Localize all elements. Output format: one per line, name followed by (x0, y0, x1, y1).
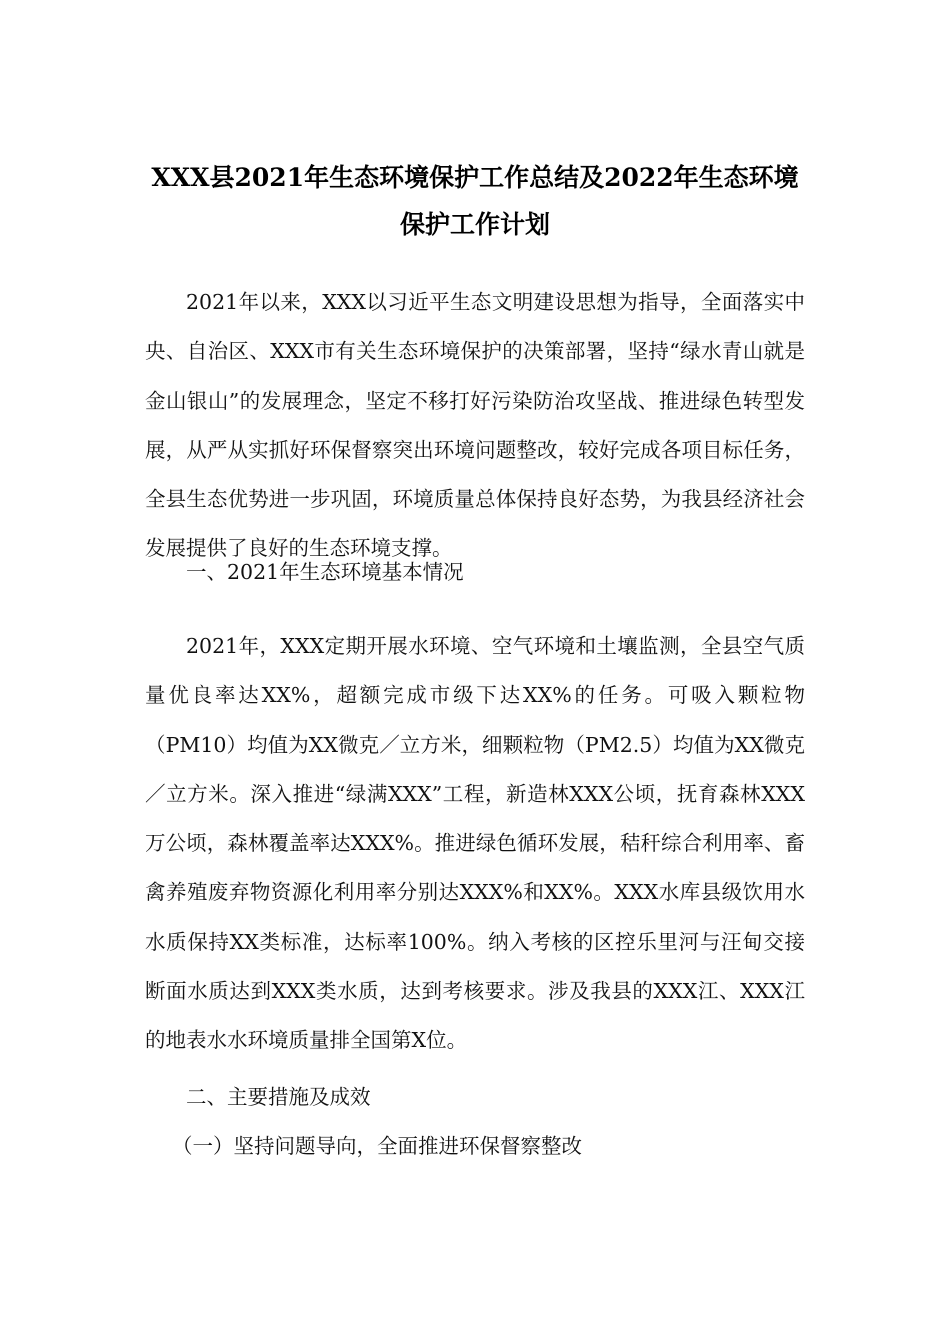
section-heading-1: 一、2021年生态环境基本情况 (186, 560, 464, 584)
intro-paragraph: 2021年以来，XXX以习近平生态文明建设思想为指导，全面落实中央、自治区、XXX市有关生态环境保护的决策部署，坚持“绿水青山就是金山银山”的发展理念，坚定不移打好污染防治攻坚战、推进绿色转型发展，从严从实抓好环保督察突出环境问题整改，较好完成各项目标任务，全县生态优势进一步巩固，环境质量总体保持良好态势，为我县经济社会发展提供了良好的生态环境支撑。 (145, 290, 805, 561)
subsection-heading-1: （一）坚持问题导向，全面推进环保督察整改 (172, 1134, 582, 1158)
document-title: XXX县2021年生态环境保护工作总结及2022年生态环境保护工作计划 (151, 163, 799, 239)
section-heading-2: 二、主要措施及成效 (186, 1085, 371, 1109)
situation-paragraph: 2021年，XXX定期开展水环境、空气环境和土壤监测，全县空气质量优良率达XX%，超额完成市级下达XX%的任务。可吸入颗粒物（PM10）均值为XX微克／立方米，细颗粒物（PM2.5）均值为XX微克／立方米。深入推进“绿满XXX”工程，新造林XXX公顷，抚育森林XXX万公顷，森林覆盖率达XXX%。推进绿色循环发展，秸秆综合利用率、畜禽养殖废弃物资源化利用率分别达XXX%和XX%。XXX水库县级饮用水水质保持XX类标准，达标率100%。纳入考核的区控乐里河与汪甸交接断面水质达到XXX类水质，达到考核要求。涉及我县的XXX江、XXX江的地表水水环境质量排全国第X位。 (145, 634, 805, 1053)
